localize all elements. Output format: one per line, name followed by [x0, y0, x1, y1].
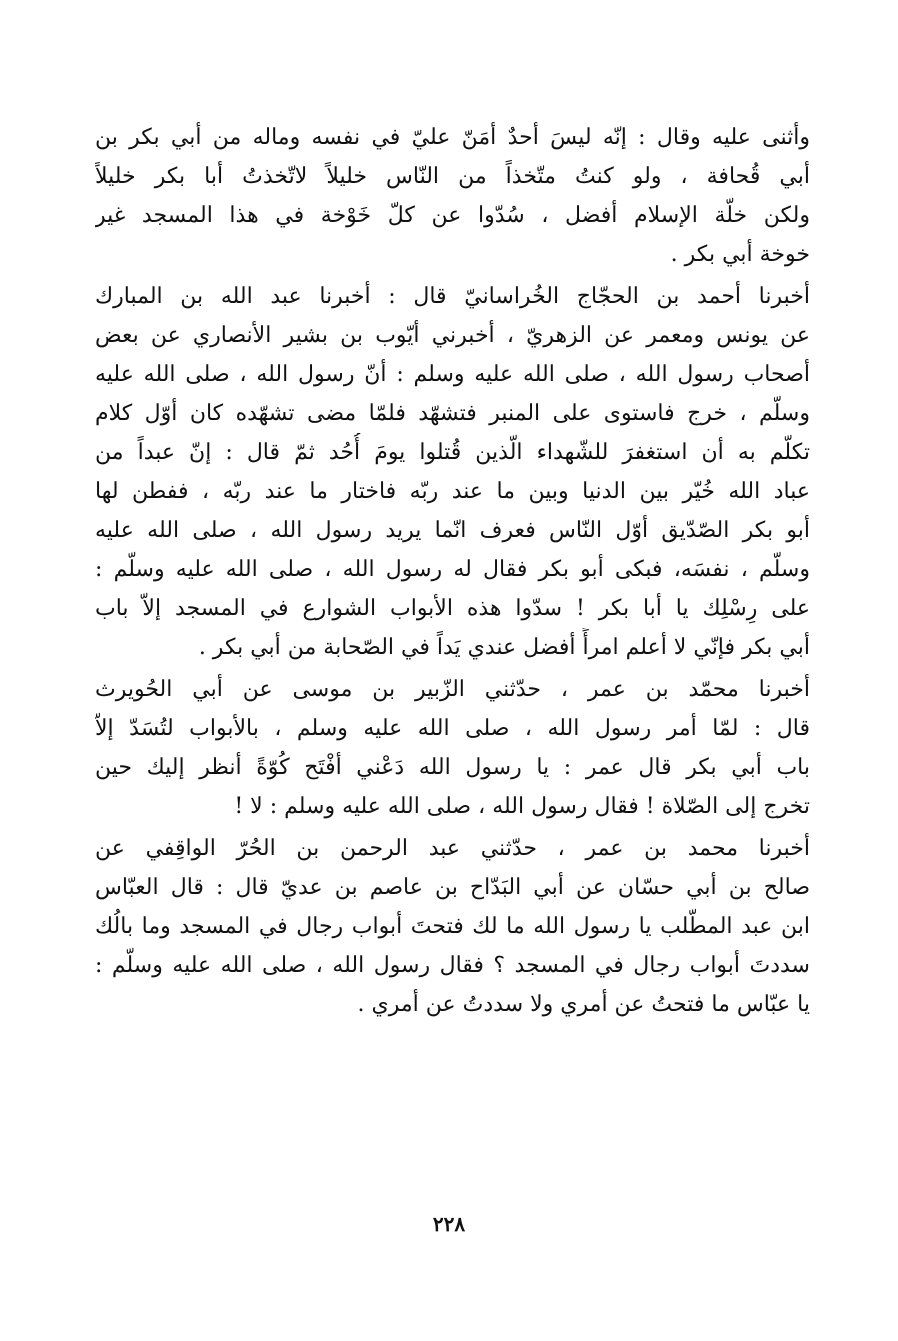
paragraph	[95, 118, 810, 274]
body-text	[95, 118, 810, 1024]
text-line: باب أبي بكر قال عمر : يا رسول الله دَعْني أفْتَح كُوّةً أنظر إليك حين	[95, 755, 810, 780]
text-line: عباد الله خُيّر بين الدنيا وبين ما عند ربّه فاختار ما عند ربّه ، ففطن لها	[95, 479, 810, 504]
text-line: أبو بكر الصّدّيق أوّل النّاس فعرف انّما يريد رسول الله ، صلى الله عليه	[95, 518, 810, 543]
text-line: قال : لمّا أمر رسول الله ، صلى الله عليه وسلم ، بالأبواب لتُسَدّ إلاّ	[95, 716, 810, 741]
text-line: تخرج إلى الصّلاة ! فقال رسول الله ، صلى الله عليه وسلم : لا !	[234, 794, 810, 819]
text-line: أخبرنا محمّد بن عمر ، حدّثني الزّبير بن موسى عن أبي الحُويرث	[95, 677, 810, 702]
text-line: وسلّم ، خرج فاستوى على المنبر فتشهّد فلمّا مضى تشهّده كان أوّل كلام	[95, 401, 810, 426]
text-line: أبي قُحافة ، ولو كنتُ متّخذاً من النّاس خليلاً لاتّخذتُ أبا بكر خليلاً	[95, 164, 810, 189]
text-line: وسلّم ، نفسَه، فبكى أبو بكر فقال له رسول الله ، صلى الله عليه وسلّم :	[95, 557, 810, 582]
text-line: أبي بكر فإنّي لا أعلم امرأً أفضل عندي يَداً في الصّحابة من أبي بكر .	[198, 635, 810, 660]
text-line: سددتَ أبواب رجال في المسجد ؟ فقال رسول الله ، صلى الله عليه وسلّم :	[95, 953, 810, 978]
text-line: تكلّم به أن استغفرَ للشّهداء الّذين قُتلوا يومَ أُحُد ثمّ قال : إنّ عبداً من	[95, 440, 810, 465]
text-line: ابن عبد المطّلب يا رسول الله ما لك فتحتَ أبواب رجال في المسجد وما بالُك	[95, 914, 810, 939]
paragraph	[95, 670, 810, 826]
text-line: على رِسْلِك يا أبا بكر ! سدّوا هذه الأبواب الشوارع في المسجد إلاّ باب	[95, 596, 810, 621]
text-line: أصحاب رسول الله ، صلى الله عليه وسلم : أنّ رسول الله ، صلى الله عليه	[95, 362, 810, 387]
text-line: أخبرنا أحمد بن الحجّاج الخُراسانيّ قال : أخبرنا عبد الله بن المبارك	[95, 284, 810, 309]
text-line: يا عبّاس ما فتحتُ عن أمري ولا سددتُ عن أمري .	[357, 992, 810, 1017]
page-number: ٢٢٨	[432, 1212, 466, 1236]
text-line: خوخة أبي بكر .	[670, 242, 810, 267]
text-line: صالح بن أبي حسّان عن أبي البَدّاح بن عاصم بن عديّ قال : قال العبّاس	[95, 875, 810, 900]
paragraph	[95, 277, 810, 667]
text-line: ولكن خلّة الإسلام أفضل ، سُدّوا عن كلّ خَوْخة في هذا المسجد غير	[95, 203, 810, 228]
text-line: عن يونس ومعمر عن الزهريّ ، أخبرني أيّوب بن بشير الأنصاري عن بعض	[95, 323, 810, 348]
text-line: وأثنى عليه وقال : إنّه ليسَ أحدٌ أمَنّ عليّ في نفسه وماله من أبي بكر بن	[95, 125, 810, 150]
paragraph	[95, 829, 810, 1024]
text-line: أخبرنا محمد بن عمر ، حدّثني عبد الرحمن بن الحُرّ الواقِفي عن	[95, 836, 810, 861]
